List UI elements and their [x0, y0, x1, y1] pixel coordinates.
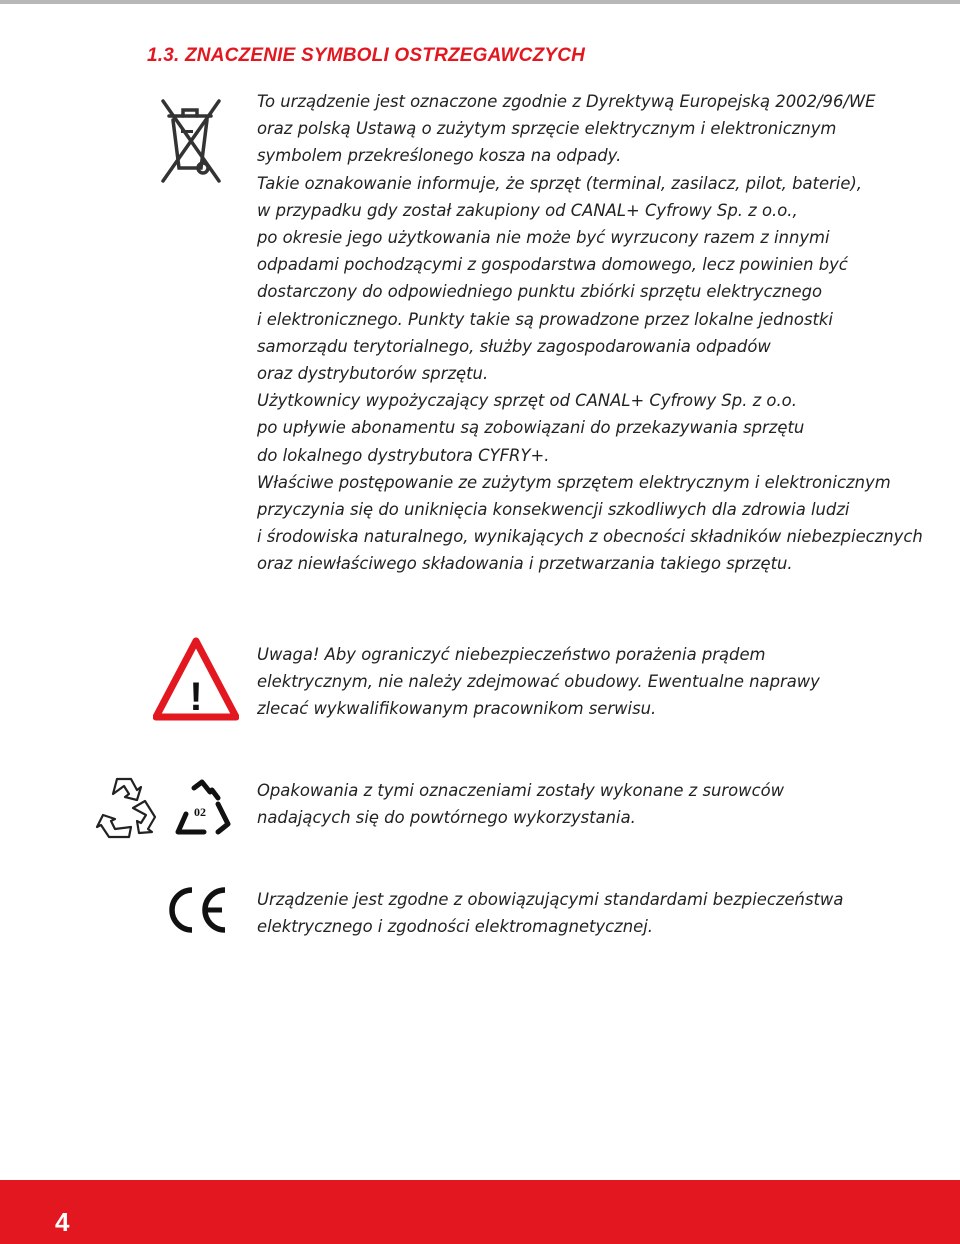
weee-line: i środowiska naturalnego, wynikających z obecności składników niebezpiecznych [257, 527, 923, 547]
ce-mark-icon [165, 886, 229, 934]
weee-line: po upływie abonamentu są zobowiązani do przekazywania sprzętu [257, 418, 805, 438]
weee-line: Użytkownicy wypożyczający sprzęt od CANAL+ Cyfrowy Sp. z o.o. [257, 391, 797, 411]
weee-line: po okresie jego użytkowania nie może być wyrzucony razem z innymi [257, 228, 830, 248]
footer-bar [0, 1180, 960, 1244]
ce-paragraph [257, 886, 947, 940]
weee-line: To urządzenie jest oznaczone zgodnie z Dyrektywą Europejską 2002/96/WE [257, 92, 876, 111]
weee-line: samorządu terytorialnego, służby zagospodarowania odpadów [257, 336, 771, 356]
ce-line: Urządzenie jest zgodne z obowiązującymi standardami bezpieczeństwa [257, 890, 844, 909]
weee-line: i elektronicznego. Punkty takie są prowadzone przez lokalne jednostki [257, 309, 833, 329]
weee-paragraph [257, 88, 947, 578]
weee-line: oraz niewłaściwego składowania i przetwarzania takiego sprzętu. [257, 554, 793, 574]
recycling-line: Opakowania z tymi oznaczeniami zostały wykonane z surowców [257, 781, 785, 800]
warning-line: Uwaga! Aby ograniczyć niebezpieczeństwo porażenia prądem [257, 645, 766, 664]
weee-line: dostarczony do odpowiedniego punktu zbiórki sprzętu elektrycznego [257, 282, 823, 302]
weee-line: Takie oznakowanie informuje, że sprzęt (terminal, zasilacz, pilot, baterie), [257, 173, 863, 193]
ce-line: elektrycznego i zgodności elektromagnetycznej. [257, 917, 654, 937]
weee-line: Właściwe postępowanie ze zużytym sprzętem elektrycznym i elektronicznym [257, 472, 891, 492]
page-number: 4 [55, 1207, 70, 1237]
section-title: 1.3. ZNACZENIE SYMBOLI OSTRZEGAWCZYCH [147, 45, 586, 66]
weee-line: w przypadku gdy został zakupiony od CANAL+ Cyfrowy Sp. z o.o., [257, 200, 798, 220]
weee-line: oraz dystrybutorów sprzętu. [257, 364, 489, 384]
recycle-triangle-02-icon [172, 778, 232, 838]
warning-paragraph [257, 641, 947, 723]
top-rule [0, 0, 960, 4]
weee-line: przyczynia się do uniknięcia konsekwencji szkodliwych dla zdrowia ludzi [257, 500, 850, 520]
recycling-line: nadających się do powtórnego wykorzystania. [257, 808, 636, 828]
warning-line: zlecać wykwalifikowanym pracownikom serwisu. [257, 699, 657, 719]
recycling-paragraph [257, 777, 947, 831]
recycle-code: 02 [194, 805, 206, 819]
warning-glyph: ! [189, 675, 203, 719]
warning-triangle-icon [153, 637, 239, 721]
recycle-arrows-icon [93, 775, 161, 841]
weee-line: odpadami pochodzącymi z gospodarstwa domowego, lecz powinien być [257, 255, 848, 275]
warning-line: elektrycznym, nie należy zdejmować obudowy. Ewentualne naprawy [257, 672, 820, 692]
weee-line: oraz polską Ustawą o zużytym sprzęcie elektrycznym i elektronicznym [257, 119, 837, 139]
crossed-out-bin-icon [155, 98, 225, 184]
weee-line: symbolem przekreślonego kosza na odpady. [257, 146, 622, 166]
weee-line: do lokalnego dystrybutora CYFRY+. [257, 445, 550, 465]
